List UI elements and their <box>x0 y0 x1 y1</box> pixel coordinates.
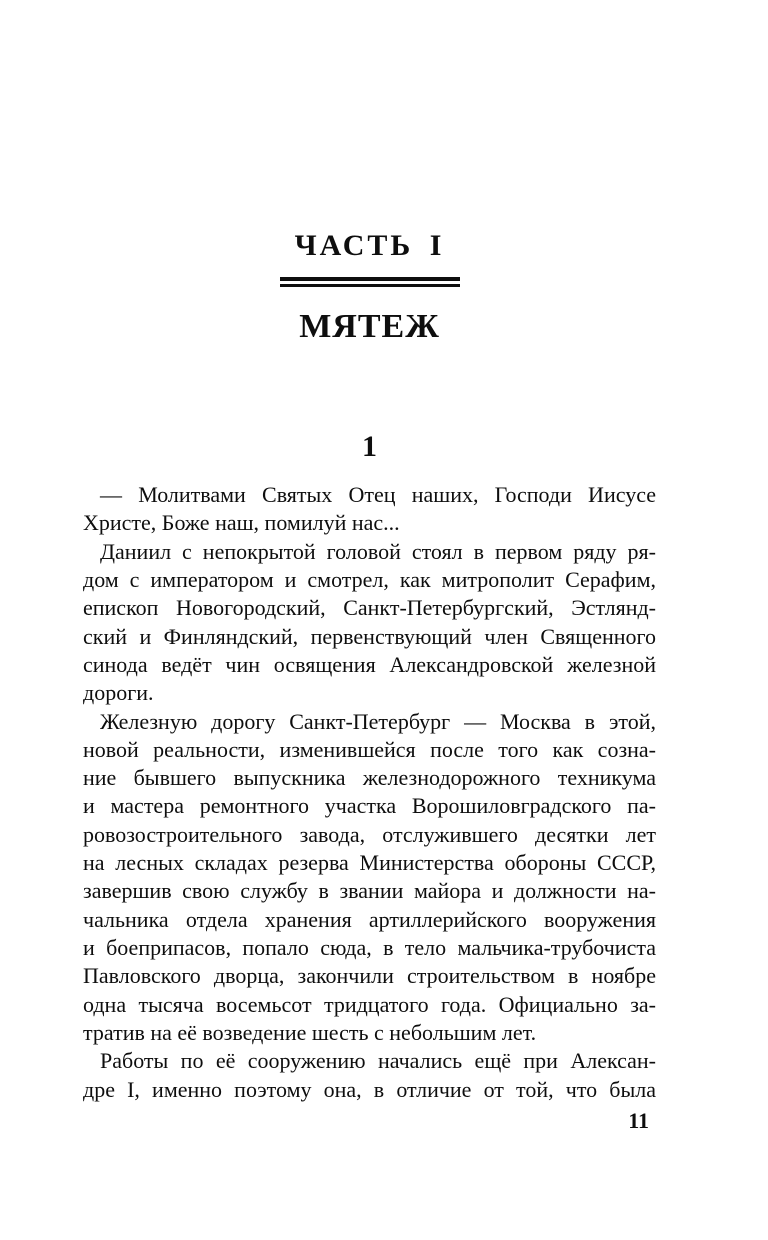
chapter-title: МЯТЕЖ <box>299 308 440 345</box>
section-divider-rule <box>280 277 460 287</box>
body-line: ский и Финляндский, первенствующий член Священного <box>83 623 656 649</box>
body-line: ровозостроительного завода, отслужившего десятки лет <box>83 821 656 847</box>
body-line: епископ Новогородский, Санкт-Петербургский, Эстлянд- <box>83 595 656 621</box>
page-number: 11 <box>628 1108 649 1133</box>
body-line: Работы по её сооружению начались ещё при Алексан- <box>100 1048 656 1074</box>
body-line: на лесных складах резерва Министерства обороны СССР, <box>83 850 656 876</box>
divider-top-line <box>280 277 460 281</box>
body-line: Христе, Боже наш, помилуй нас... <box>83 510 400 536</box>
body-line: дом с императором и смотрел, как митрополит Серафим, <box>83 566 656 592</box>
part-heading: ЧАСТЬ I <box>294 229 445 262</box>
body-line: Железную дорогу Санкт-Петербург — Москва в этой, <box>100 708 656 734</box>
body-line: завершив свою службу в звании майора и должности на- <box>83 878 656 904</box>
chapter-number: 1 <box>362 430 377 463</box>
divider-bottom-line <box>280 284 460 287</box>
body-line: новой реальности, изменившейся после того как созна- <box>83 736 656 762</box>
body-line: ние бывшего выпускника железнодорожного техникума <box>83 765 656 791</box>
body-line: дре I, именно поэтому она, в отличие от той, что была <box>83 1076 656 1102</box>
body-line: и боеприпасов, попало сюда, в тело мальчика-трубочиста <box>83 935 656 960</box>
body-line: тратив на её возведение шесть с небольшим лет. <box>83 1019 537 1045</box>
body-line: — Молитвами Святых Отец наших, Господи Иисусе <box>100 482 656 507</box>
body-line: синода ведёт чин освящения Александровской железной <box>83 651 656 677</box>
body-line: дороги. <box>83 680 154 706</box>
body-line: одна тысяча восемьсот тридцатого года. Официально за- <box>83 991 656 1017</box>
body-line: Павловского дворца, закончили строительством в ноябре <box>83 963 656 989</box>
body-line: Даниил с непокрытой головой стоял в первом ряду ря- <box>100 538 656 564</box>
body-line: и мастера ремонтного участка Ворошиловградского па- <box>83 793 656 819</box>
body-text <box>83 481 656 1104</box>
body-line: чальника отдела хранения артиллерийского вооружения <box>83 906 656 932</box>
